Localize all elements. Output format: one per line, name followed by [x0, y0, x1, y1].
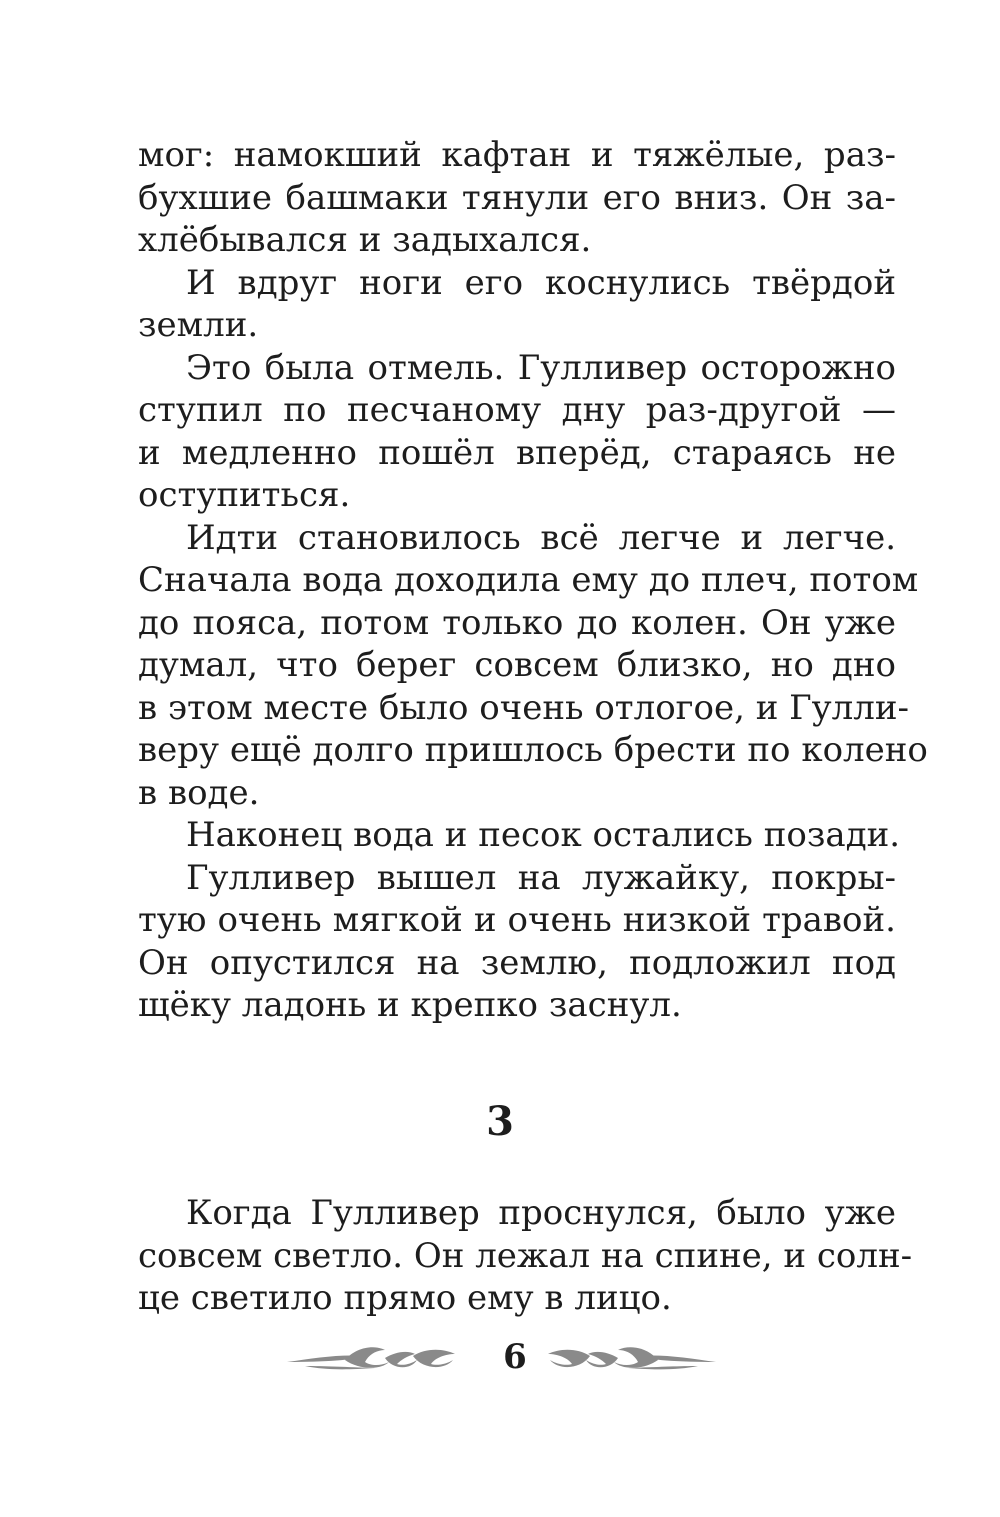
text-block-1: [138, 134, 928, 1027]
ornament-left-shape: [287, 1347, 455, 1369]
text-line: и медленно пошёл вперёд, стараясь не: [138, 432, 896, 473]
ornament-right-shape: [548, 1347, 716, 1369]
text-block-2: [138, 1192, 913, 1320]
text-line: веру ещё долго пришлось брести по колено: [138, 730, 928, 770]
text-line: Сначала вода доходила ему до плеч, потом: [138, 560, 919, 600]
text-line: Когда Гулливер проснулся, было уже: [186, 1193, 896, 1233]
text-line: оступиться.: [138, 475, 351, 515]
text-line: Наконец вода и песок остались позади.: [186, 815, 901, 855]
text-line: Гулливер вышел на лужайку, покры-: [186, 857, 896, 898]
page-number: 6: [503, 1337, 527, 1377]
page-footer: [0, 1334, 1000, 1384]
text-line: ступил по песчаному дну раз-другой —: [138, 390, 896, 430]
text-line: щёку ладонь и крепко заснул.: [138, 985, 682, 1025]
text-line: в воде.: [138, 772, 260, 813]
text-line: земли.: [138, 305, 259, 345]
text-line: в этом месте было очень отлогое, и Гулли-: [138, 687, 910, 728]
text-line: Это была отмель. Гулливер осторожно: [186, 347, 896, 388]
text-line: тую очень мягкой и очень низкой травой.: [138, 900, 896, 940]
text-line: хлёбывался и задыхался.: [138, 220, 592, 260]
ornament-right-icon: [538, 1340, 718, 1374]
text-line: це светило прямо ему в лицо.: [138, 1278, 672, 1318]
text-line: мог: намокший кафтан и тяжёлые, раз-: [138, 135, 896, 175]
chapter-number: 3: [486, 1098, 514, 1145]
ornament-left-icon: [285, 1340, 465, 1374]
text-line: бухшие башмаки тянули его вниз. Он за-: [138, 177, 896, 218]
text-line: И вдруг ноги его коснулись твёрдой: [186, 262, 896, 303]
text-line: до пояса, потом только до колен. Он уже: [138, 602, 896, 643]
text-line: Он опустился на землю, подложил под: [138, 942, 896, 983]
text-line: думал, что берег совсем близко, но дно: [138, 645, 896, 685]
text-line: совсем светло. Он лежал на спине, и солн-: [138, 1235, 913, 1276]
text-line: Идти становилось всё легче и легче.: [186, 517, 896, 558]
